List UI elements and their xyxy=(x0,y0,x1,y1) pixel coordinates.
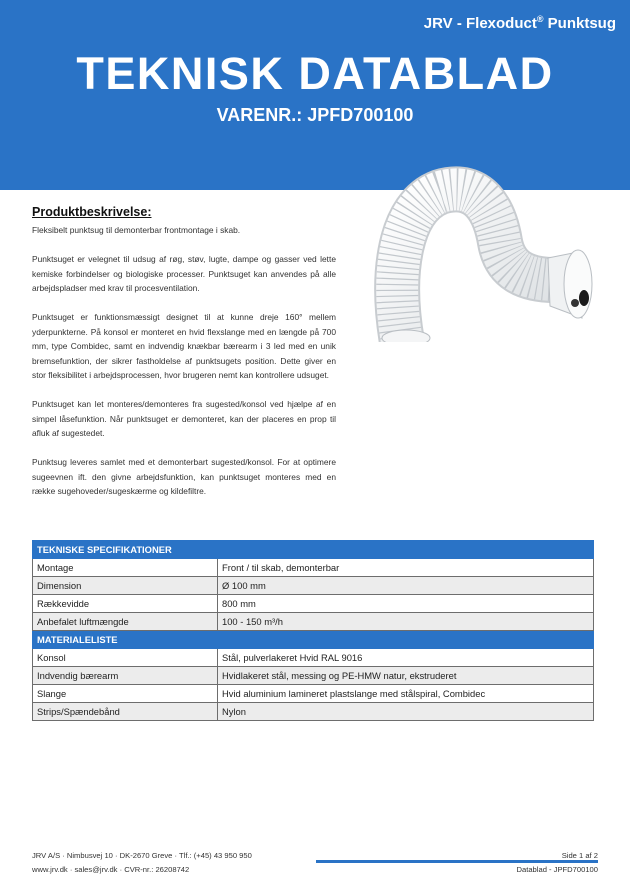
spec-label: Rækkevidde xyxy=(33,595,218,613)
description-heading: Produktbeskrivelse: xyxy=(32,205,152,219)
page-title: TEKNISK DATABLAD xyxy=(76,48,554,99)
material-value: Hvid aluminium lamineret plastslange med stålspiral, Combidec xyxy=(218,685,594,703)
page-number: Side 1 af 2 xyxy=(561,851,598,860)
materials-heading: MATERIALELISTE xyxy=(33,631,594,649)
specifications-table xyxy=(32,540,594,721)
footer-company-info xyxy=(32,849,252,877)
document-id: Datablad - JPFD700100 xyxy=(516,865,598,874)
table-row xyxy=(33,577,594,595)
table-row xyxy=(33,649,594,667)
material-label: Konsol xyxy=(33,649,218,667)
description-paragraph: Punktsuget kan let monteres/demonteres fra sugested/konsol ved hjælpe af en simpel låsefunktion. Når punktsuget er demonteret, kan der placeres en prop til afluk af sugestedet. xyxy=(32,399,336,438)
material-value: Nylon xyxy=(218,703,594,721)
product-description xyxy=(32,205,336,513)
table-row xyxy=(33,703,594,721)
material-label: Strips/Spændebånd xyxy=(33,703,218,721)
spec-label: Montage xyxy=(33,559,218,577)
description-intro: Fleksibelt punktsug til demonterbar frontmontage i skab. xyxy=(32,225,241,235)
table-row xyxy=(33,685,594,703)
spec-value: 100 - 150 m³/h xyxy=(218,613,594,631)
description-paragraph: Punktsuget er velegnet til udsug af røg, støv, lugte, dampe og gasser ved lette kemiske forbindelser og biologiske processer. Punktsuget kan anvendes på alle arbejdspladser med krav til procesventilation. xyxy=(32,254,336,293)
footer-contact: www.jrv.dk · sales@jrv.dk · CVR-nr.: 26208742 xyxy=(32,865,190,874)
table-row xyxy=(33,613,594,631)
spec-value: Ø 100 mm xyxy=(218,577,594,595)
description-paragraph: Punktsug leveres samlet med et demonterbart sugested/konsol. For at optimere sugeevnen ift. den givne arbejdsfunktion, kan punktsuget monteres med en række sugehoveder/sugeskærme og kildefiltre. xyxy=(32,457,336,496)
material-value: Stål, pulverlakeret Hvid RAL 9016 xyxy=(218,649,594,667)
description-paragraph: Punktsuget er funktionsmæssigt designet til at kunne dreje 160° mellem yderpunkterne. På konsol er monteret en hvid flexslange med en længde på 700 mm, type Combidec, samt en indvendig knækbar bærearm i 3 led med en unik bremsefunktion, der sikrer fastholdelse af punktsugets position. Dette giver en stor fleksibilitet i arbejdsprocessen, hvor brugeren nemt kan kontrollere udsuget. xyxy=(32,312,336,380)
table-row xyxy=(33,667,594,685)
table-section-header xyxy=(33,631,594,649)
table-row xyxy=(33,559,594,577)
footer-page-info xyxy=(517,849,598,877)
table-section-header xyxy=(33,541,594,559)
table-row xyxy=(33,595,594,613)
material-label: Indvendig bærearm xyxy=(33,667,218,685)
item-number: VARENR.: JPFD700100 xyxy=(216,105,414,125)
specs-heading: TEKNISKE SPECIFIKATIONER xyxy=(33,541,594,559)
spec-label: Dimension xyxy=(33,577,218,595)
footer-address: JRV A/S · Nimbusvej 10 · DK-2670 Greve · Tlf.: (+45) 43 950 950 xyxy=(32,851,252,860)
spec-label: Anbefalet luftmængde xyxy=(33,613,218,631)
spec-value: 800 mm xyxy=(218,595,594,613)
brand-name: JRV - Flexoduct® Punktsug xyxy=(423,14,616,32)
product-image xyxy=(360,152,610,342)
material-value: Hvidlakeret stål, messing og PE-HMW natur, ekstruderet xyxy=(218,667,594,685)
material-label: Slange xyxy=(33,685,218,703)
spec-value: Front / til skab, demonterbar xyxy=(218,559,594,577)
